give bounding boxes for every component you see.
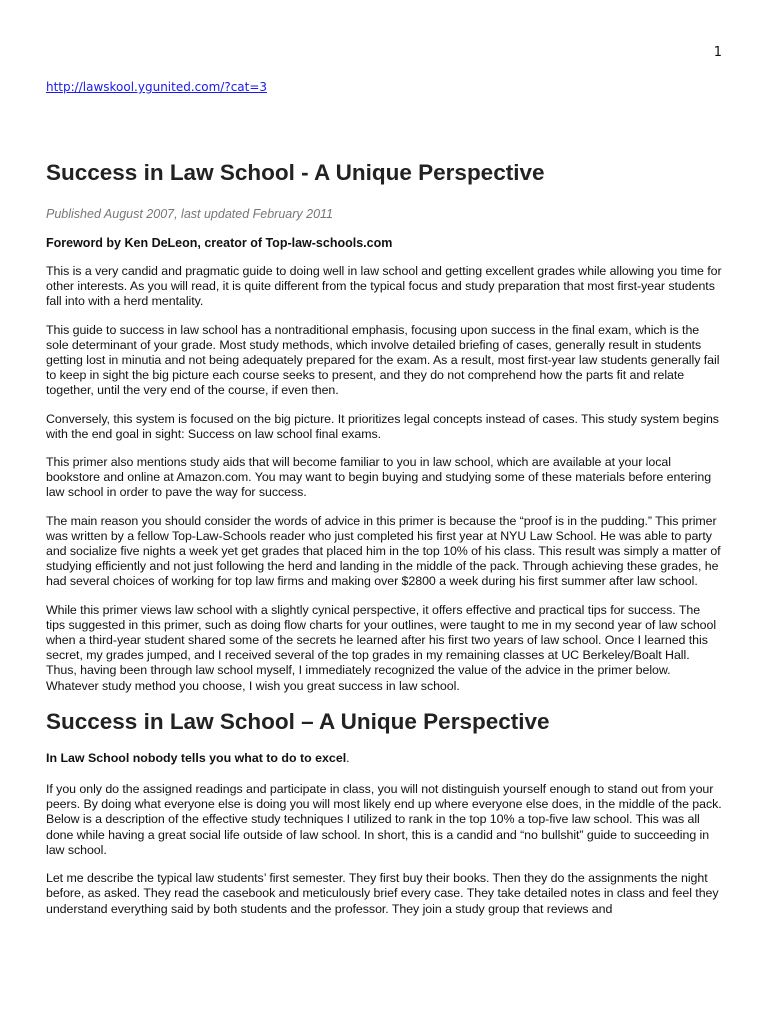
- lead-sentence: [46, 751, 722, 766]
- body-paragraph: If you only do the assigned readings and participate in class, you will not distinguish yourself enough to stand out from your peers. By doing what everyone else is doing you will most likely end up where everyone else does, in the middle of the pack. Below is a description of the effective study techniques I utilized to rank in the top 10% a top-five law school. This was all done while having a great social life outside of law school. In short, this is a candid and “no bullshit” guide to succeeding in law school.: [46, 782, 722, 857]
- lead-bold-text: In Law School nobody tells you what to do to excel: [46, 750, 347, 765]
- article-body: [46, 158, 722, 930]
- source-url-link[interactable]: http://lawskool.ygunited.com/?cat=3: [46, 80, 268, 94]
- foreword-credit: Foreword by Ken DeLeon, creator of Top-law-schools.com: [46, 236, 393, 250]
- document-title: Success in Law School - A Unique Perspective: [46, 160, 545, 185]
- intro-paragraph: This is a very candid and pragmatic guide to doing well in law school and getting excellent grades while allowing you time for other interests. As you will read, it is quite different from the typical focus and study preparation that most first-year students fall into with a herd mentality.: [46, 264, 722, 309]
- intro-paragraph: This guide to success in law school has a nontraditional emphasis, focusing upon success in the final exam, which is the sole determinant of your grade. Most study methods, which involve detailed briefing of cases, generally result in students getting lost in minutia and not being adequately prepared for the exam. As a result, most first-year law students generally fail to keep in sight the big picture each course seeks to present, and they do not comprehend how the parts fit and relate together, until the very end of the course, if even then.: [46, 322, 720, 398]
- intro-paragraph: The main reason you should consider the words of advice in this primer is because the “proof is in the pudding.” This primer was written by a fellow Top-Law-Schools reader who just completed his first year at NYU Law School. He was able to party and socialize five nights a week yet get grades that placed him in the top 10% of his class. This result was simply a matter of studying efficiently and not just following the herd and landing in the middle of the pack. Through achieving these grades, he had several choices of working for top law firms and making over $2800 a week during his first summer after law school.: [46, 513, 721, 589]
- intro-paragraph: While this primer views law school with a slightly cynical perspective, it offers effective and practical tips for success. The tips suggested in this primer, such as doing flow charts for your outlines, were taught to me in my second year of law school when a third-year student shared some of the secrets he learned after his first two years of law school. Once I learned this secret, my grades jumped, and I received several of the top grades in my remaining classes at UC Berkeley/Boalt Hall. Thus, having been through law school myself, I immediately recognized the value of the advice in the primer below. Whatever study method you choose, I wish you great success in law school.: [46, 602, 717, 693]
- page-number: 1: [713, 45, 722, 60]
- publication-date: Published August 2007, last updated February 2011: [46, 207, 334, 221]
- intro-paragraph: Conversely, this system is focused on the big picture. It prioritizes legal concepts instead of cases. This study system begins with the end goal in sight: Success on law school final exams.: [46, 411, 719, 441]
- body-paragraph: Let me describe the typical law students’ first semester. They first buy their books. Then they do the assignments the night before, as asked. They read the casebook and meticulously brief every case. They take detailed notes in class and feel they understand everything said by both students and the professor. They join a study group that reviews and: [46, 871, 719, 916]
- intro-paragraph: This primer also mentions study aids that will become familiar to you in law school, which are available at your local bookstore and online at Amazon.com. You may want to begin buying and studying some of these materials before entering law school in order to pave the way for success.: [46, 455, 712, 500]
- section-title: Success in Law School – A Unique Perspective: [46, 708, 550, 734]
- lead-period: .: [346, 750, 350, 765]
